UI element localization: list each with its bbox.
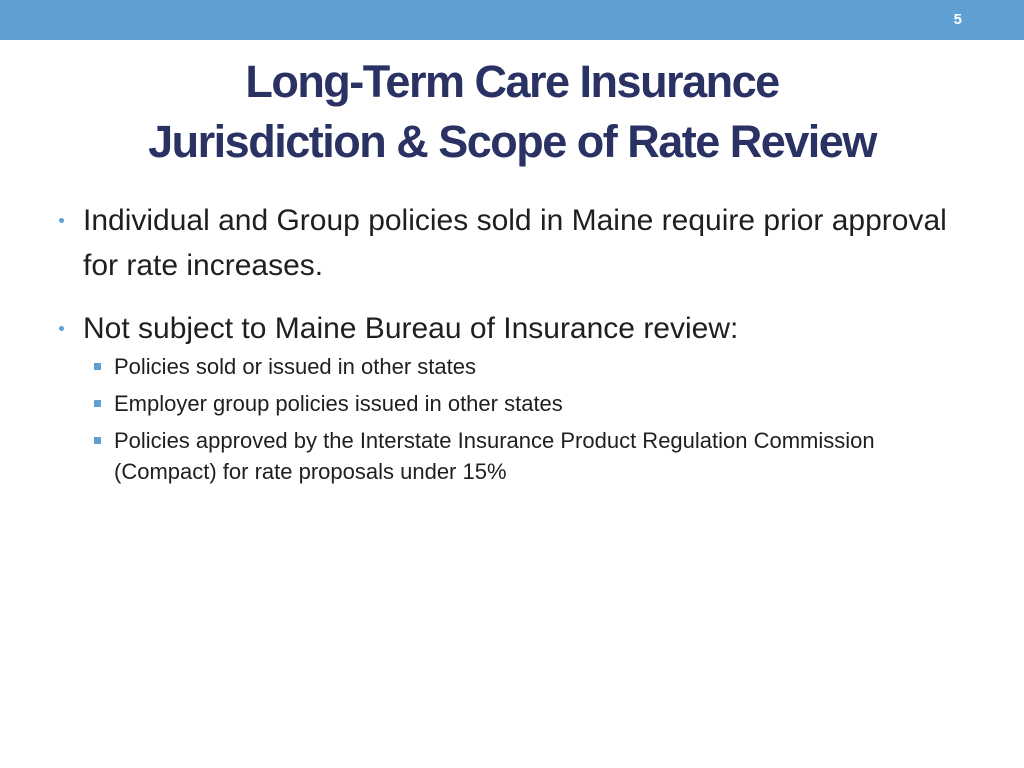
slide-number: 5 [953,11,962,28]
top-header-band [0,0,1024,40]
slide-title [0,52,1024,172]
sub-bullet-list [58,351,958,487]
square-bullet-icon [94,437,101,444]
bullet-dot-icon [59,218,64,223]
sub-bullet-item [58,388,958,419]
sub-bullet-item [58,425,958,487]
bullet-item [58,198,958,288]
bullet-text: Not subject to Maine Bureau of Insurance review: [83,312,739,345]
square-bullet-icon [94,363,101,370]
bullet-dot-icon [59,326,64,331]
slide-content [58,198,958,493]
sub-bullet-text: Employer group policies issued in other states [114,391,563,416]
sub-bullet-item [58,351,958,382]
bullet-text: Individual and Group policies sold in Maine require prior approval for rate increases. [83,204,947,282]
sub-bullet-text: Policies sold or issued in other states [114,354,476,379]
title-line-1: Long-Term Care Insurance [245,56,779,107]
square-bullet-icon [94,400,101,407]
bullet-item [58,306,958,351]
title-line-2: Jurisdiction & Scope of Rate Review [148,116,876,167]
sub-bullet-text: Policies approved by the Interstate Insurance Product Regulation Commission (Compact) for rate proposals under 15% [114,428,875,484]
